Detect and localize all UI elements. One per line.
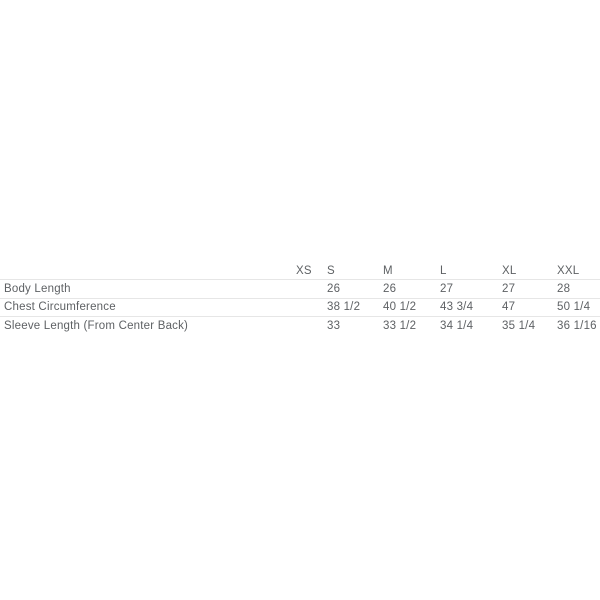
column-header-m: M (379, 262, 436, 280)
column-header-blank (0, 262, 292, 280)
column-header-l: L (436, 262, 498, 280)
table-row-body-length (0, 280, 600, 299)
cell-chest-circumference-xl: 47 (498, 298, 553, 317)
cell-sleeve-length-xs (292, 317, 323, 336)
column-header-s: S (323, 262, 379, 280)
cell-chest-circumference-xxl: 50 1/4 (553, 298, 600, 317)
cell-chest-circumference-s: 38 1/2 (323, 298, 379, 317)
table-row-chest-circumference (0, 298, 600, 317)
row-label-body-length: Body Length (0, 280, 292, 299)
cell-body-length-m: 26 (379, 280, 436, 299)
cell-sleeve-length-xl: 35 1/4 (502, 320, 536, 332)
cell-sleeve-length-xxl: 36 1/16 (557, 320, 597, 332)
cell-sleeve-length-l: 34 1/4 (440, 320, 474, 332)
cell-body-length-xs (292, 280, 323, 299)
column-header-xl: XL (498, 262, 553, 280)
cell-body-length-s: 26 (323, 280, 379, 299)
cell-chest-circumference-xs (292, 298, 323, 317)
size-chart-header-row (0, 262, 600, 280)
row-label-sleeve-length: Sleeve Length (From Center Back) (4, 320, 189, 332)
cell-chest-circumference-l: 43 3/4 (436, 298, 498, 317)
cell-chest-circumference-m: 40 1/2 (379, 298, 436, 317)
cell-body-length-l: 27 (436, 280, 498, 299)
size-chart-table (0, 262, 600, 335)
column-header-xs: XS (292, 262, 323, 280)
size-chart-section (0, 262, 600, 335)
row-label-chest-circumference: Chest Circumference (0, 298, 292, 317)
cell-sleeve-length-m: 33 1/2 (383, 320, 417, 332)
cell-sleeve-length-s: 33 (327, 320, 341, 332)
cell-body-length-xxl: 28 (553, 280, 600, 299)
table-row-sleeve-length (0, 317, 600, 336)
cell-body-length-xl: 27 (498, 280, 553, 299)
column-header-xxl: XXL (553, 262, 600, 280)
